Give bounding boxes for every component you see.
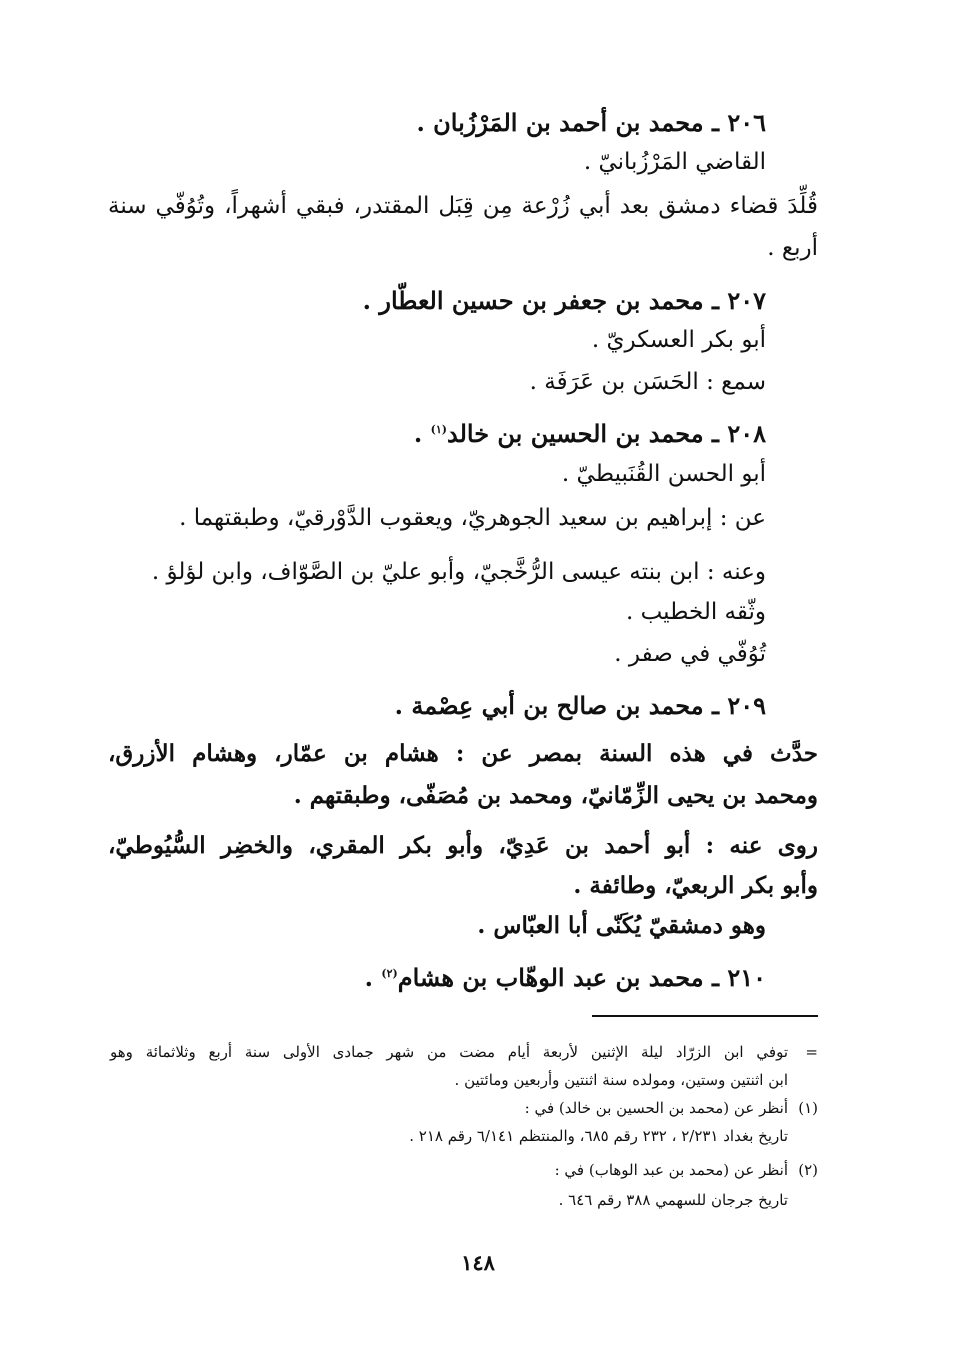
entry-208-line-1: أبو الحسن القُنَبيطيّ .	[561, 461, 766, 487]
page-number: ١٤٨	[461, 1250, 495, 1275]
footnote-1-line-2: تاريخ بغداد ٢/٢٣١ ، ٢٣٢ رقم ٦٨٥، والمنتظم ٦/١٤١ رقم ٢١٨ .	[409, 1127, 788, 1145]
entry-210-heading-text: ٢١٠ ـ محمد بن عبد الوهّاب بن هشام	[397, 963, 766, 992]
entry-208-line-5: تُوُفّي في صفر .	[614, 641, 766, 667]
entry-208-line-3: وعنه : ابن بنته عيسى الرُّخَّجيّ، وأبو عليّ بن الصَّوّاف، وابن لؤلؤ .	[151, 559, 766, 585]
footnote-ref-1: (١)	[430, 423, 447, 436]
entry-208-heading-end: .	[413, 419, 431, 448]
entry-209-line-1: حدَّث في هذه السنة بمصر عن : هشام بن عمّار، وهشام الأزرق،	[108, 740, 818, 767]
entry-206-line-2: قُلِّدَ قضاء دمشق بعد أبي زُرْعة مِن قِبَل المقتدر، فبقي أشهراً، وتُوُفّي سنة	[108, 193, 818, 219]
entry-209-line-5: وهو دمشقيّ يُكَنّى أبا العبّاس .	[477, 912, 766, 939]
entry-209-heading: ٢٠٩ ـ محمد بن صالح بن أبي عِصْمة .	[394, 691, 766, 720]
entry-206-heading: ٢٠٦ ـ محمد بن أحمد بن المَرْزُبان .	[416, 108, 766, 137]
footnote-1-mark: (١)	[798, 1099, 818, 1117]
footnote-2-line-1: أنظر عن (محمد بن عبد الوهاب) في :	[554, 1161, 788, 1179]
footnote-2-mark: (٢)	[798, 1161, 818, 1179]
entry-209-line-2: ومحمد بن يحيى الزِّمّانيّ، ومحمد بن مُصَفّى، وطبقتهم .	[293, 782, 818, 809]
footnote-continuation-mark: =	[805, 1043, 818, 1061]
entry-210-heading	[365, 962, 766, 994]
entry-207-heading: ٢٠٧ ـ محمد بن جعفر بن حسين العطّار .	[362, 286, 766, 315]
entry-209-line-3: روى عنه : أبو أحمد بن عَدِيّ، وأبو بكر المقري، والخضِر السُّيُوطيّ،	[108, 832, 818, 859]
footnote-separator	[592, 1015, 818, 1017]
entry-206-line-1: القاضي المَرْزُبانيّ .	[583, 149, 766, 175]
footnote-ref-2: (٢)	[381, 967, 398, 980]
entry-210-heading-end: .	[364, 963, 382, 992]
entry-208-heading-text: ٢٠٨ ـ محمد بن الحسين بن خالد	[446, 419, 766, 448]
entry-208-line-2: عن : إبراهيم بن سعيد الجوهريّ، ويعقوب الدَّوْرقيّ، وطبقتهما .	[179, 505, 766, 531]
entry-208-heading	[414, 418, 766, 450]
footnote-2-line-2: تاريخ جرجان للسهمي ٣٨٨ رقم ٦٤٦ .	[558, 1191, 788, 1209]
entry-207-line-2: سمع : الحَسَن بن عَرَفَة .	[529, 369, 766, 395]
footnote-continuation-line-2: ابن اثنتين وستين، ومولده سنة اثنتين وأربعين ومائتين .	[454, 1071, 788, 1089]
footnote-continuation-line-1: توفي ابن الزرّاد ليلة الإثنين لأربعة أيام مضت من شهر جمادى الأولى سنة أربع وثلاثمائة وهو	[110, 1043, 788, 1061]
entry-207-line-1: أبو بكر العسكريّ .	[591, 327, 766, 353]
footnote-1-line-1: أنظر عن (محمد بن الحسين بن خالد) في :	[524, 1099, 788, 1117]
entry-208-line-4: وثّقه الخطيب .	[625, 599, 766, 625]
entry-209-line-4: وأبو بكر الربعيّ، وطائفة .	[573, 872, 818, 899]
entry-206-line-3: أربع .	[767, 235, 818, 261]
